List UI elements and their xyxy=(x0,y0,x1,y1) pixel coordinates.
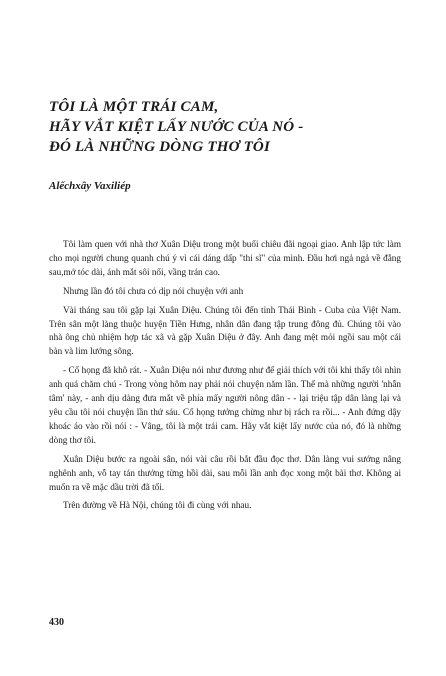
paragraph: Nhưng lần đó tôi chưa có dịp nói chuyện với anh xyxy=(63,285,244,296)
page-number: 430 xyxy=(49,617,64,628)
paragraph: Trên đường về Hà Nội, chúng tôi đi cùng với nhau. xyxy=(63,500,252,511)
paragraph: Vài tháng sau tôi gặp lại Xuân Diệu. Chúng tôi đến tỉnh Thái Bình - Cuba của Việt Nam. Trên sân một làng thuộc huyện Tiền Hưng, nhân dân đang tập trung đông đủ. Chúng tôi vào nhà ông chủ nhiệm hợp tác xã và gặp Xuân Diệu ở đây. Anh đang mệt mỏi ngồi sau một cái bàn và lim lướng sông. xyxy=(49,304,401,357)
body-text xyxy=(49,238,401,518)
chapter-title xyxy=(49,97,429,157)
title-line-1: TÔI LÀ MỘT TRÁI CAM, xyxy=(49,99,219,115)
paragraph: Tôi làm quen với nhà thơ Xuân Diệu trong một buổi chiêu đãi ngoại giao. Anh lập tức làm cho mọi người chung quanh chú ý vì cái dáng dấp "thi sĩ" của mình. Đầu hơi ngả ngả về đằng sau,mớ tóc dài, ánh mắt sôi nổi, vầng trán cao. xyxy=(49,239,401,277)
author-name: Alếchxây Vaxiliép xyxy=(49,180,131,192)
title-line-2: HÃY VẮT KIỆT LẤY NƯỚC CỦA NÓ - xyxy=(49,119,304,135)
paragraph: Xuân Diệu bước ra ngoài sân, nói vài câu rồi bắt đầu đọc thơ. Dân làng vui sướng nâng nghênh anh, vỗ tay tán thưởng từng hồi dài, sau mỗi lần anh đọc xong một bài thơ. Không ai muốn ra về mặc dầu trời đã tối. xyxy=(49,453,401,492)
paragraph: - Cổ họng đã khô rát. - Xuân Diệu nói như đương như để giải thích với tôi khi thấy tôi nhìn anh quá chăm chú - Trong vòng hôm nay phải nói chuyện năm lần. Thế mà những người 'nhẫn tâm' này, - anh dịu dàng đưa mắt về phía mấy người nông dân - - lại triệu tập dân làng lại và yêu cầu tôi nói chuyện lần thứ sáu. Cổ họng tưởng chừng như bị rách ra rồi... - Anh đứng dậy khoác áo vào rồi nói : - Vâng, tôi là một trái cam. Hãy vắt kiệt lấy nước của nó, đó là những dòng thơ tôi. xyxy=(49,365,401,445)
title-line-3: ĐÓ LÀ NHỮNG DÒNG THƠ TÔI xyxy=(49,139,270,155)
